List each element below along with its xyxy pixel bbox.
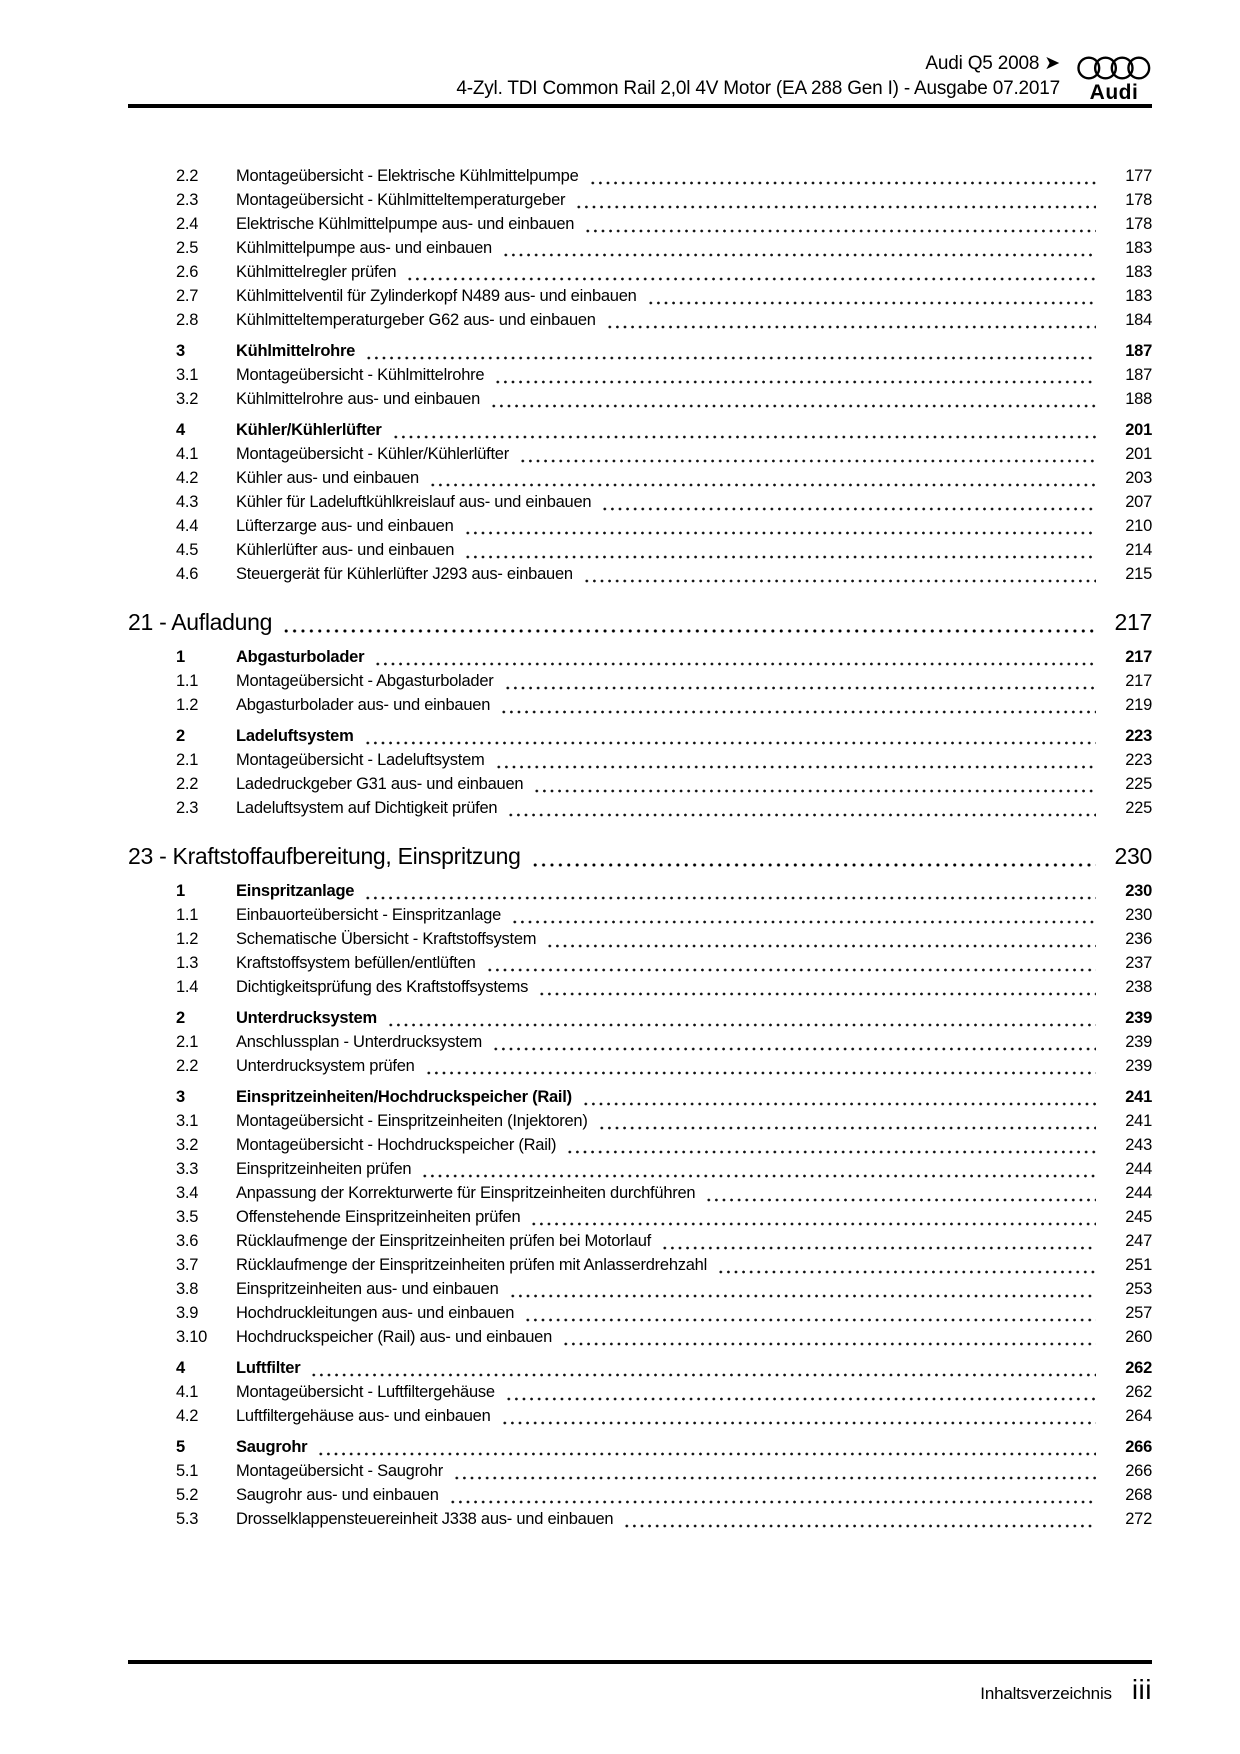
- toc-entry-row: [128, 645, 1152, 669]
- toc-entry-row: [128, 490, 1152, 514]
- toc-entry-number: 1.2: [176, 696, 199, 714]
- toc-entry-page: 201: [1125, 421, 1152, 439]
- toc-entry-title: Montageübersicht - Hochdruckspeicher (Rail): [236, 1136, 557, 1154]
- dot-leader: [647, 291, 1096, 305]
- toc-entry-row: [128, 308, 1152, 332]
- toc-entry-row: [128, 1325, 1152, 1349]
- toc-entry-row: [128, 284, 1152, 308]
- toc-entry-number: 1.1: [176, 672, 199, 690]
- dot-leader: [387, 1013, 1096, 1027]
- toc-entry-row: [128, 363, 1152, 387]
- toc-entry-page: 178: [1125, 215, 1152, 233]
- dot-leader: [538, 982, 1096, 996]
- toc-entry-row: [128, 1205, 1152, 1229]
- toc-entry-number: 3.4: [176, 1184, 199, 1202]
- toc-entry-row: [128, 442, 1152, 466]
- toc-entry-number: 4.6: [176, 565, 199, 583]
- toc-entry-page: 183: [1125, 263, 1152, 281]
- dot-leader: [566, 1140, 1096, 1154]
- toc-entry-page: 230: [1125, 906, 1152, 924]
- toc-entry-number: 1.2: [176, 930, 199, 948]
- toc-entry-number: 3.5: [176, 1208, 199, 1226]
- toc-entry-row: [128, 1054, 1152, 1078]
- toc-entry-title: Luftfiltergehäuse aus- und einbauen: [236, 1407, 491, 1425]
- toc-entry-row: [128, 903, 1152, 927]
- toc-entry-row: [128, 1109, 1152, 1133]
- toc-entry-page: 214: [1125, 541, 1152, 559]
- toc-entry-title: Rücklaufmenge der Einspritzeinheiten prüfen mit Anlasserdrehzahl: [236, 1256, 708, 1274]
- toc-entry-number: 4.2: [176, 469, 199, 487]
- dot-leader: [531, 853, 1096, 867]
- toc-chapter-row: [128, 606, 1152, 638]
- page-header: [128, 50, 1152, 108]
- toc-entry-number: 2.2: [176, 167, 199, 185]
- toc-entry-title: Steuergerät für Kühlerlüfter J293 aus- einbauen: [236, 565, 573, 583]
- toc-entry-title: Montageübersicht - Kühlmitteltemperaturgeber: [236, 191, 566, 209]
- toc-entry-row: [128, 879, 1152, 903]
- toc-entry-page: 239: [1125, 1009, 1152, 1027]
- toc-entry-title: Hochdruckleitungen aus- und einbauen: [236, 1304, 515, 1322]
- toc-entry-page: 264: [1125, 1407, 1152, 1425]
- toc-entry-page: 238: [1125, 978, 1152, 996]
- toc-entry-page: 253: [1125, 1280, 1152, 1298]
- toc-entry-number: 4: [176, 421, 185, 439]
- toc-entry-title: Montageübersicht - Kühler/Kühlerlüfter: [236, 445, 509, 463]
- toc-entry-title: Einspritzeinheiten prüfen: [236, 1160, 412, 1178]
- toc-entry-row: [128, 1030, 1152, 1054]
- toc-entry-number: 2.2: [176, 775, 199, 793]
- toc-entry-page: 225: [1125, 775, 1152, 793]
- toc-entry-title: Saugrohr: [236, 1438, 308, 1456]
- toc-entry-title: Einspritzanlage: [236, 882, 355, 900]
- toc-entry-title: Kühlmittelventil für Zylinderkopf N489 aus- und einbauen: [236, 287, 637, 305]
- toc-entry-row: [128, 1133, 1152, 1157]
- toc-entry-page: 217: [1114, 609, 1152, 635]
- dot-leader: [364, 731, 1096, 745]
- toc-entry-row: [128, 418, 1152, 442]
- toc-entry-page: 203: [1125, 469, 1152, 487]
- toc-entry-row: [128, 164, 1152, 188]
- toc-entry-page: 257: [1125, 1304, 1152, 1322]
- dot-leader: [464, 545, 1096, 559]
- toc-entry-title: Montageübersicht - Abgasturbolader: [236, 672, 494, 690]
- toc-entry-title: Unterdrucksystem: [236, 1009, 377, 1027]
- dot-leader: [507, 803, 1096, 817]
- dot-leader: [317, 1442, 1096, 1456]
- toc-entry-row: [128, 1277, 1152, 1301]
- toc-entry-title: Schematische Übersicht - Kraftstoffsystem: [236, 930, 537, 948]
- dot-leader: [449, 1490, 1096, 1504]
- toc-entry-page: 230: [1114, 843, 1152, 869]
- toc-entry-number: 3.1: [176, 366, 199, 384]
- toc-entry-title: Saugrohr aus- und einbauen: [236, 1486, 439, 1504]
- dot-leader: [562, 1332, 1096, 1346]
- dot-leader: [494, 370, 1096, 384]
- dot-leader: [406, 267, 1096, 281]
- toc-entry-row: [128, 796, 1152, 820]
- toc-entry-page: 230: [1125, 882, 1152, 900]
- toc-entry-row: [128, 693, 1152, 717]
- toc-entry-title: Ladeluftsystem auf Dichtigkeit prüfen: [236, 799, 498, 817]
- toc-entry-page: 239: [1125, 1033, 1152, 1051]
- dot-leader: [598, 1116, 1096, 1130]
- toc-entry-page: 272: [1125, 1510, 1152, 1528]
- header-text: [456, 51, 1060, 104]
- toc-entry-title: Dichtigkeitsprüfung des Kraftstoffsystems: [236, 978, 529, 996]
- dot-leader: [500, 700, 1096, 714]
- toc-entry-title: Kühlmittelregler prüfen: [236, 263, 397, 281]
- page-content: [128, 0, 1152, 1754]
- toc-entry-page: 207: [1125, 493, 1152, 511]
- toc-entry-number: 2.3: [176, 191, 199, 209]
- toc-entry-number: 3.7: [176, 1256, 199, 1274]
- toc-entry-page: 188: [1125, 390, 1152, 408]
- toc-entry-row: [128, 772, 1152, 796]
- toc-entry-number: 3: [176, 342, 185, 360]
- toc-entry-page: 247: [1125, 1232, 1152, 1250]
- toc-entry-title: Kühler aus- und einbauen: [236, 469, 419, 487]
- toc-entry-title: Unterdrucksystem prüfen: [236, 1057, 415, 1075]
- toc-entry-row: [128, 1380, 1152, 1404]
- toc-entry-number: 3.3: [176, 1160, 199, 1178]
- toc-entry-title: Montageübersicht - Ladeluftsystem: [236, 751, 485, 769]
- toc-entry-title: Kühlmitteltemperaturgeber G62 aus- und einbauen: [236, 311, 596, 329]
- toc-entry-number: 4.4: [176, 517, 199, 535]
- toc-entry-row: [128, 1507, 1152, 1531]
- toc-chapter-row: [128, 840, 1152, 872]
- toc-entry-number: 4.5: [176, 541, 199, 559]
- toc-entry-title: Montageübersicht - Saugrohr: [236, 1462, 443, 1480]
- toc-entry-title: Drosselklappensteuereinheit J338 aus- und einbauen: [236, 1510, 614, 1528]
- dot-leader: [575, 195, 1096, 209]
- toc-entry-number: 2: [176, 1009, 185, 1027]
- toc-entry-number: 1.4: [176, 978, 199, 996]
- dot-leader: [583, 569, 1096, 583]
- toc-entry-page: 262: [1125, 1359, 1152, 1377]
- toc-entry-row: [128, 1157, 1152, 1181]
- toc-entry-page: 266: [1125, 1438, 1152, 1456]
- header-model-line: Audi Q5 2008 ➤: [925, 52, 1060, 74]
- dot-leader: [429, 473, 1096, 487]
- dot-leader: [519, 449, 1096, 463]
- toc-entry-number: 3.1: [176, 1112, 199, 1130]
- dot-leader: [502, 243, 1096, 257]
- dot-leader: [364, 886, 1096, 900]
- toc-entry-page: 225: [1125, 799, 1152, 817]
- toc-entry-row: [128, 514, 1152, 538]
- toc-entry-row: [128, 927, 1152, 951]
- dot-leader: [509, 1284, 1096, 1298]
- dot-leader: [623, 1514, 1096, 1528]
- toc-entry-number: 4.1: [176, 1383, 199, 1401]
- toc-entry-title: Kühlmittelrohre: [236, 342, 356, 360]
- dot-leader: [495, 755, 1096, 769]
- toc-entry-title: Lüfterzarge aus- und einbauen: [236, 517, 454, 535]
- toc-entry-number: 3.2: [176, 390, 199, 408]
- toc-entry-number: 5.1: [176, 1462, 199, 1480]
- dot-leader: [505, 1387, 1096, 1401]
- toc-entry-number: 2.8: [176, 311, 199, 329]
- dot-leader: [582, 1092, 1096, 1106]
- toc-entry-page: 268: [1125, 1486, 1152, 1504]
- toc-entry-row: [128, 387, 1152, 411]
- toc-entry-row: [128, 538, 1152, 562]
- toc-entry-number: 4.1: [176, 445, 199, 463]
- toc-entry-page: 266: [1125, 1462, 1152, 1480]
- dot-leader: [310, 1363, 1096, 1377]
- toc-entry-page: 201: [1125, 445, 1152, 463]
- audi-logo: [1076, 50, 1152, 104]
- toc-entry-number: 2.1: [176, 1033, 199, 1051]
- toc-entry-title: Offenstehende Einspritzeinheiten prüfen: [236, 1208, 521, 1226]
- toc-entry-number: 2.6: [176, 263, 199, 281]
- toc-chapter-title: 21 - Aufladung: [128, 609, 273, 635]
- toc-entry-row: [128, 1181, 1152, 1205]
- toc-entry-row: [128, 339, 1152, 363]
- page-footer: [128, 1660, 1152, 1706]
- toc-entry-page: 183: [1125, 239, 1152, 257]
- toc-entry-title: Kraftstoffsystem befüllen/entlüften: [236, 954, 476, 972]
- toc-entry-row: [128, 1229, 1152, 1253]
- dot-leader: [589, 171, 1096, 185]
- toc-entry-number: 1.3: [176, 954, 199, 972]
- toc-entry-title: Einbauorteübersicht - Einspritzanlage: [236, 906, 501, 924]
- toc-entry-row: [128, 236, 1152, 260]
- toc-entry-title: Ladedruckgeber G31 aus- und einbauen: [236, 775, 524, 793]
- toc-entry-number: 1: [176, 882, 185, 900]
- toc-entry-page: 237: [1125, 954, 1152, 972]
- toc-entry-number: 3.9: [176, 1304, 199, 1322]
- dot-leader: [492, 1037, 1096, 1051]
- toc-entry-title: Luftfilter: [236, 1359, 301, 1377]
- dot-leader: [511, 910, 1096, 924]
- dot-leader: [425, 1061, 1096, 1075]
- toc-entry-number: 2.4: [176, 215, 199, 233]
- toc-entry-row: [128, 975, 1152, 999]
- toc-entry-number: 5.3: [176, 1510, 199, 1528]
- dot-leader: [490, 394, 1096, 408]
- toc-entry-row: [128, 951, 1152, 975]
- header-engine-line: 4-Zyl. TDI Common Rail 2,0l 4V Motor (EA 288 Gen I) - Ausgabe 07.2017: [456, 78, 1060, 100]
- dot-leader: [601, 497, 1096, 511]
- toc-list: [128, 164, 1152, 1531]
- toc-entry-number: 4.3: [176, 493, 199, 511]
- toc-entry-page: 260: [1125, 1328, 1152, 1346]
- dot-leader: [504, 676, 1097, 690]
- toc-entry-row: [128, 748, 1152, 772]
- toc-entry-page: 187: [1125, 342, 1152, 360]
- dot-leader: [705, 1188, 1096, 1202]
- toc-entry-number: 2.1: [176, 751, 199, 769]
- toc-entry-title: Anschlussplan - Unterdrucksystem: [236, 1033, 483, 1051]
- toc-entry-row: [128, 1301, 1152, 1325]
- toc-entry-number: 2.2: [176, 1057, 199, 1075]
- dot-leader: [661, 1236, 1096, 1250]
- toc-entry-page: 251: [1125, 1256, 1152, 1274]
- toc-entry-page: 184: [1125, 311, 1152, 329]
- toc-entry-page: 219: [1125, 696, 1152, 714]
- toc-entry-page: 183: [1125, 287, 1152, 305]
- toc-entry-row: [128, 1253, 1152, 1277]
- dot-leader: [717, 1260, 1096, 1274]
- toc-entry-title: Abgasturbolader: [236, 648, 365, 666]
- toc-entry-page: 241: [1125, 1112, 1152, 1130]
- toc-entry-row: [128, 1006, 1152, 1030]
- toc-entry-number: 1.1: [176, 906, 199, 924]
- toc-entry-page: 217: [1125, 648, 1152, 666]
- toc-entry-title: Kühlmittelrohre aus- und einbauen: [236, 390, 480, 408]
- toc-entry-number: 3: [176, 1088, 185, 1106]
- dot-leader: [464, 521, 1097, 535]
- dot-leader: [282, 619, 1096, 633]
- toc-entry-row: [128, 260, 1152, 284]
- toc-entry-number: 3.8: [176, 1280, 199, 1298]
- toc-entry-page: 243: [1125, 1136, 1152, 1154]
- toc-entry-number: 5: [176, 1438, 185, 1456]
- toc-entry-title: Montageübersicht - Einspritzeinheiten (Injektoren): [236, 1112, 588, 1130]
- toc-entry-title: Rücklaufmenge der Einspritzeinheiten prüfen bei Motorlauf: [236, 1232, 651, 1250]
- toc-entry-number: 3.6: [176, 1232, 199, 1250]
- toc-entry-row: [128, 724, 1152, 748]
- toc-entry-row: [128, 1356, 1152, 1380]
- dot-leader: [546, 934, 1096, 948]
- toc-entry-page: 223: [1125, 727, 1152, 745]
- toc-entry-title: Ladeluftsystem: [236, 727, 354, 745]
- dot-leader: [365, 346, 1096, 360]
- toc-entry-page: 223: [1125, 751, 1152, 769]
- footer-label: Inhaltsverzeichnis: [980, 1684, 1112, 1703]
- toc-entry-number: 2.3: [176, 799, 199, 817]
- toc-entry-page: 217: [1125, 672, 1152, 690]
- toc-entry-row: [128, 1404, 1152, 1428]
- dot-leader: [374, 652, 1096, 666]
- toc-chapter-title: 23 - Kraftstoffaufbereitung, Einspritzung: [128, 843, 521, 869]
- toc-entry-title: Kühlmittelpumpe aus- und einbauen: [236, 239, 492, 257]
- dot-leader: [486, 958, 1097, 972]
- toc-entry-row: [128, 1085, 1152, 1109]
- toc-entry-row: [128, 1459, 1152, 1483]
- toc-entry-title: Kühler für Ladeluftkühlkreislauf aus- und einbauen: [236, 493, 592, 511]
- toc-entry-title: Kühlerlüfter aus- und einbauen: [236, 541, 455, 559]
- dot-leader: [606, 315, 1096, 329]
- dot-leader: [453, 1466, 1096, 1480]
- toc-entry-page: 241: [1125, 1088, 1152, 1106]
- dot-leader: [533, 779, 1096, 793]
- toc-entry-page: 245: [1125, 1208, 1152, 1226]
- toc-entry-number: 2.5: [176, 239, 199, 257]
- toc-entry-page: 244: [1125, 1184, 1152, 1202]
- toc-entry-page: 236: [1125, 930, 1152, 948]
- dot-leader: [421, 1164, 1096, 1178]
- toc-entry-page: 210: [1125, 517, 1152, 535]
- toc-entry-row: [128, 669, 1152, 693]
- dot-leader: [392, 425, 1096, 439]
- toc-entry-page: 239: [1125, 1057, 1152, 1075]
- toc-entry-title: Hochdruckspeicher (Rail) aus- und einbauen: [236, 1328, 553, 1346]
- toc-entry-row: [128, 562, 1152, 586]
- dot-leader: [501, 1411, 1096, 1425]
- toc-entry-page: 187: [1125, 366, 1152, 384]
- toc-entry-row: [128, 188, 1152, 212]
- toc-entry-number: 2: [176, 727, 185, 745]
- toc-entry-page: 244: [1125, 1160, 1152, 1178]
- dot-leader: [584, 219, 1096, 233]
- toc-entry-title: Abgasturbolader aus- und einbauen: [236, 696, 491, 714]
- toc-entry-number: 4: [176, 1359, 185, 1377]
- footer-page-number: iii: [1131, 1674, 1152, 1705]
- toc-entry-row: [128, 466, 1152, 490]
- toc-entry-row: [128, 1483, 1152, 1507]
- toc-entry-title: Elektrische Kühlmittelpumpe aus- und einbauen: [236, 215, 575, 233]
- toc-entry-number: 5.2: [176, 1486, 199, 1504]
- toc-entry-number: 4.2: [176, 1407, 199, 1425]
- toc-entry-title: Einspritzeinheiten aus- und einbauen: [236, 1280, 499, 1298]
- dot-leader: [524, 1308, 1096, 1322]
- toc-entry-page: 215: [1125, 565, 1152, 583]
- toc-entry-row: [128, 212, 1152, 236]
- dot-leader: [530, 1212, 1096, 1226]
- toc-entry-number: 3.10: [176, 1328, 208, 1346]
- toc-entry-row: [128, 1435, 1152, 1459]
- toc-entry-number: 3.2: [176, 1136, 199, 1154]
- audi-wordmark: Audi: [1089, 81, 1139, 104]
- toc-entry-title: Einspritzeinheiten/Hochdruckspeicher (Rail): [236, 1088, 572, 1106]
- toc-entry-title: Kühler/Kühlerlüfter: [236, 421, 382, 439]
- toc-entry-title: Montageübersicht - Kühlmittelrohre: [236, 366, 485, 384]
- toc-entry-page: 177: [1125, 167, 1152, 185]
- toc-entry-page: 262: [1125, 1383, 1152, 1401]
- toc-entry-page: 178: [1125, 191, 1152, 209]
- toc-entry-number: 1: [176, 648, 185, 666]
- toc-entry-number: 2.7: [176, 287, 199, 305]
- toc-entry-title: Anpassung der Korrekturwerte für Einspritzeinheiten durchführen: [236, 1184, 696, 1202]
- toc-entry-title: Montageübersicht - Elektrische Kühlmittelpumpe: [236, 167, 579, 185]
- toc-entry-title: Montageübersicht - Luftfiltergehäuse: [236, 1383, 495, 1401]
